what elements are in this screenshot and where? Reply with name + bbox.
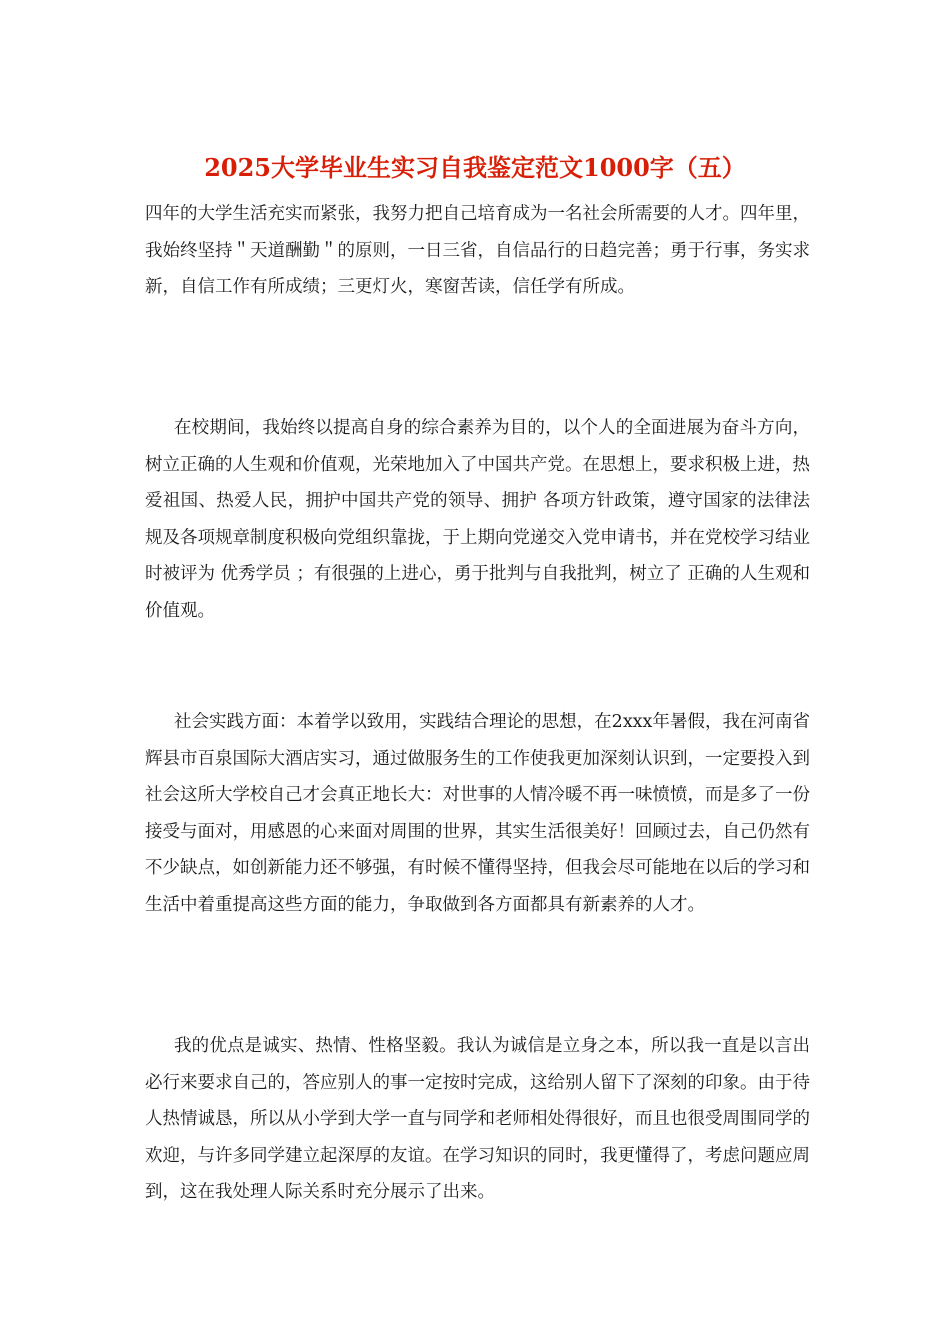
paragraph-school: 在校期间，我始终以提高自身的综合素养为目的，以个人的全面进展为奋斗方向，树立正确的人生观和价值观，光荣地加入了中国共产党。在思想上，要求积极上进，热爱祖国、热爱人民，拥护中国共产党的领导、拥护 各项方针政策，遵守国家的法律法规及各项规章制度积极向党组织靠拢，于上期向党递交入党申请书，并在党校学习结业时被评为 优秀学员 ；有很强的上进心，勇于批判与自我批判，树立了 正确的人生观和价值观。 xyxy=(145,418,810,621)
paragraph-strengths: 我的优点是诚实、热情、性格坚毅。我认为诚信是立身之本，所以我一直是以言出必行来要求自己的，答应别人的事一定按时完成，这给别人留下了深刻的印象。由于待人热情诚恳，所以从小学到大学一直与同学和老师相处得很好，而且也很受周围同学的欢迎，与许多同学建立起深厚的友谊。在学习知识的同时，我更懂得了，考虑问题应周到，这在我处理人际关系时充分展示了出来。 xyxy=(145,1036,810,1202)
paragraph-practice: 社会实践方面：本着学以致用，实践结合理论的思想，在2xxx年暑假，我在河南省辉县市百泉国际大酒店实习，通过做服务生的工作使我更加深刻认识到，一定要投入到社会这所大学校自己才会真正地长大：对世事的人情冷暖不再一味愤愤，而是多了一份接受与面对，用感恩的心来面对周围的世界，其实生活很美好！回顾过去，自己仍然有不少缺点，如创新能力还不够强，有时候不懂得坚持，但我会尽可能地在以后的学习和生活中着重提高这些方面的能力，争取做到各方面都具有新素养的人才。 xyxy=(145,712,810,915)
paragraph-intro: 四年的大学生活充实而紧张，我努力把自己培育成为一名社会所需要的人才。四年里，我始终坚持＂天道酬勤＂的原则，一日三省，自信品行的日趋完善；勇于行事，务实求新，自信工作有所成绩；三更灯火，寒窗苦读，信任学有所成。 xyxy=(145,204,810,297)
document-title: 2025大学毕业生实习自我鉴定范文1000字（五） xyxy=(204,153,746,182)
